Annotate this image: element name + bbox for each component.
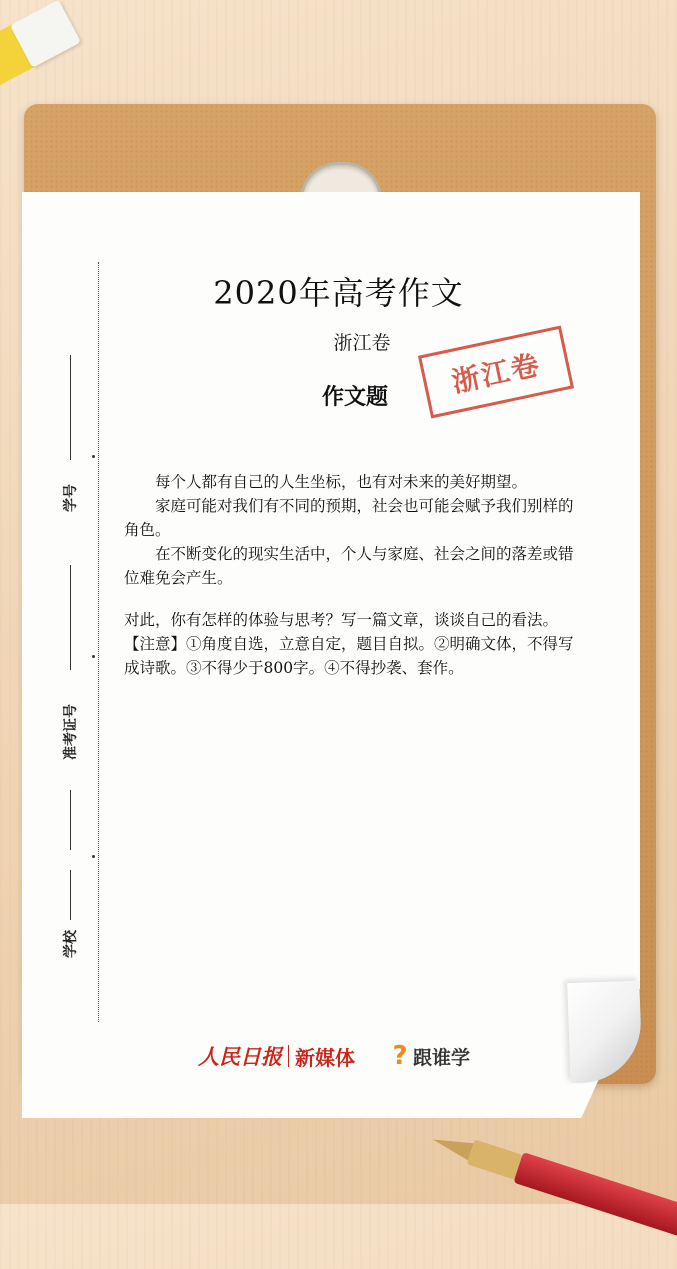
pen-nib	[430, 1131, 474, 1160]
section-heading: 作文题	[322, 384, 389, 410]
province-stamp: 浙江卷	[418, 326, 574, 419]
question-mark-icon: ?	[392, 1041, 408, 1071]
paper-subtitle: 浙江卷	[333, 332, 391, 354]
student-id-label: 学号	[63, 484, 79, 512]
prompt-question: 对此，你有怎样的体验与思考？写一篇文章，谈谈自己的看法。	[124, 611, 559, 629]
peoples-daily-logo: 人民日报	[198, 1044, 282, 1069]
essay-prompt	[124, 470, 584, 680]
binding-margin-line	[98, 262, 99, 1022]
exam-number-label: 准考证号	[63, 704, 79, 760]
footer-brands	[198, 1040, 470, 1072]
margin-dot	[92, 455, 95, 458]
school-rule	[70, 870, 71, 920]
spacer	[124, 590, 584, 608]
fountain-pen-decoration	[421, 1119, 677, 1269]
exam-number-rule	[70, 565, 71, 670]
exam-number-rule-lower	[70, 790, 71, 850]
prompt-paragraph: 家庭可能对我们有不同的预期，社会也可能会赋予我们别样的角色。	[124, 497, 574, 539]
prompt-notes: 【注意】①角度自选，立意自定，题目自拟。②明确文体，不得写成诗歌。③不得少于800字。④不得抄袭、套作。	[124, 635, 574, 677]
student-id-rule	[70, 355, 71, 460]
paper-title: 2020年高考作文	[213, 274, 464, 312]
genshuixue-logo: 跟谁学	[413, 1046, 471, 1069]
margin-dot	[92, 655, 95, 658]
prompt-paragraph: 每个人都有自己的人生坐标，也有对未来的美好期望。	[155, 473, 528, 491]
margin-dot	[92, 855, 95, 858]
school-label: 学校	[63, 930, 79, 958]
brand-divider	[288, 1045, 289, 1067]
new-media-label: 新媒体	[295, 1045, 355, 1070]
eraser-decoration	[0, 0, 85, 87]
pen-grip	[467, 1139, 523, 1179]
prompt-paragraph: 在不断变化的现实生活中，个人与家庭、社会之间的落差或错位难免会产生。	[124, 545, 574, 587]
pen-barrel	[513, 1152, 677, 1244]
